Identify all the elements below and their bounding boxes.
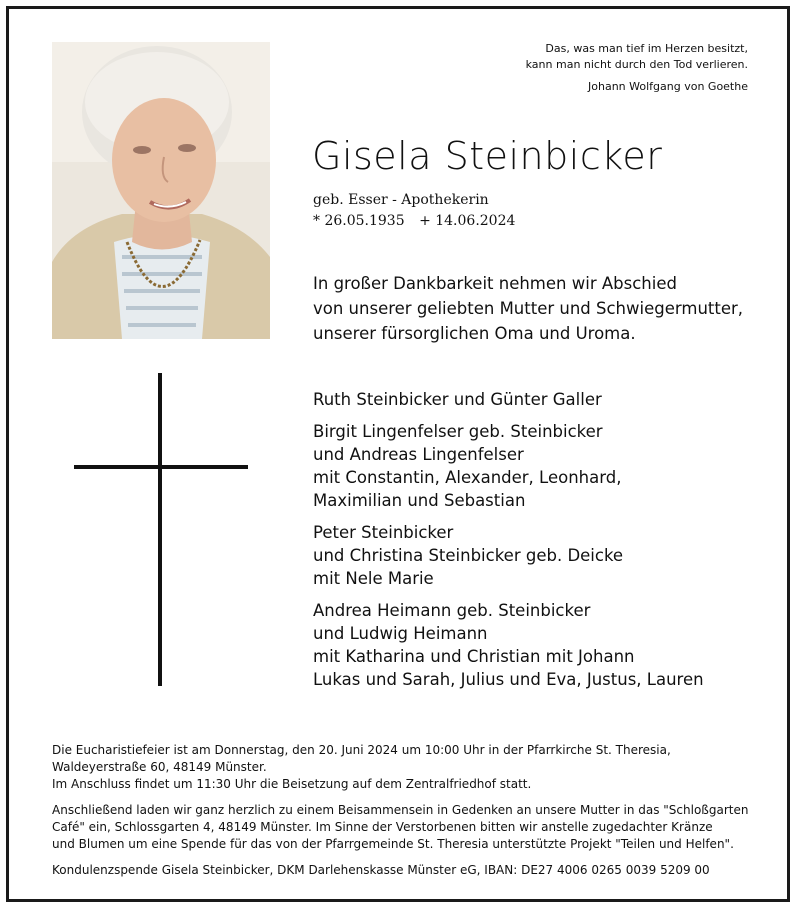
ceremony-line: Waldeyerstraße 60, 48149 Münster. (52, 760, 267, 774)
ceremony-line: Im Anschluss findet um 11:30 Uhr die Beisetzung auf dem Zentralfriedhof statt. (52, 777, 532, 791)
mourner-group (313, 599, 704, 691)
mourner-group (313, 420, 704, 512)
cross-icon-bar (74, 465, 248, 469)
mourner-line: mit Constantin, Alexander, Leonhard, (313, 468, 622, 487)
mourner-line: mit Katharina und Christian mit Johann (313, 647, 635, 666)
mourner-line: Peter Steinbicker (313, 523, 454, 542)
mourner-line: Lukas und Sarah, Julius und Eva, Justus, Lauren (313, 670, 704, 689)
mourner-group (313, 388, 704, 411)
maiden-name-profession: geb. Esser - Apothekerin (313, 192, 489, 208)
mourner-line: Birgit Lingenfelser geb. Steinbicker (313, 422, 603, 441)
mourner-line: und Christina Steinbicker geb. Deicke (313, 546, 624, 565)
service-notice (52, 742, 762, 888)
ceremony-line: Die Eucharistiefeier ist am Donnerstag, den 20. Juni 2024 um 10:00 Uhr in der Pfarrkirche St. Theresia, (52, 743, 671, 757)
deceased-name: Gisela Steinbicker (312, 134, 663, 178)
life-dates (313, 211, 525, 232)
ceremony-info (52, 742, 762, 793)
mourner-line: Ruth Steinbicker und Günter Galler (313, 390, 602, 409)
mourner-line: Maximilian und Sebastian (313, 491, 526, 510)
gathering-line: Anschließend laden wir ganz herzlich zu einem Beisammensein in Gedenken an unsere Mutter in das "Schloßgarten (52, 803, 749, 817)
gathering-line: Café" ein, Schlossgarten 4, 48149 Münster. Im Sinne der Verstorbenen bitten wir anstelle zugedachter Kränze (52, 820, 713, 834)
farewell-text (313, 271, 743, 346)
birth-date: * 26.05.1935 (313, 213, 405, 229)
mourners-list (313, 388, 704, 700)
farewell-line: unserer fürsorglichen Oma und Uroma. (313, 324, 636, 343)
mourner-line: und Andreas Lingenfelser (313, 445, 524, 464)
farewell-line: In großer Dankbarkeit nehmen wir Abschied (313, 274, 677, 293)
donation-info (52, 862, 762, 879)
portrait-photo (52, 42, 270, 339)
mourner-line: und Ludwig Heimann (313, 624, 488, 643)
cross-icon (158, 373, 162, 686)
quote-line: Das, was man tief im Herzen besitzt, (545, 42, 748, 55)
farewell-line: von unserer geliebten Mutter und Schwiegermutter, (313, 299, 744, 318)
quote-line: kann man nicht durch den Tod verlieren. (525, 58, 748, 71)
gathering-info (52, 802, 762, 853)
quote-author: Johann Wolfgang von Goethe (588, 80, 748, 93)
donation-line: Kondulenzspende Gisela Steinbicker, DKM Darlehenskasse Münster eG, IBAN: DE27 4006 0265 0039 5209 00 (52, 863, 710, 877)
mourner-group (313, 521, 704, 590)
deceased-details (313, 190, 525, 232)
gathering-line: und Blumen um eine Spende für das von der Pfarrgemeinde St. Theresia unterstützte Projekt "Teilen und Helfen". (52, 837, 734, 851)
mourner-line: mit Nele Marie (313, 569, 434, 588)
goethe-quote (418, 41, 748, 95)
death-date: + 14.06.2024 (419, 213, 516, 229)
mourner-line: Andrea Heimann geb. Steinbicker (313, 601, 591, 620)
